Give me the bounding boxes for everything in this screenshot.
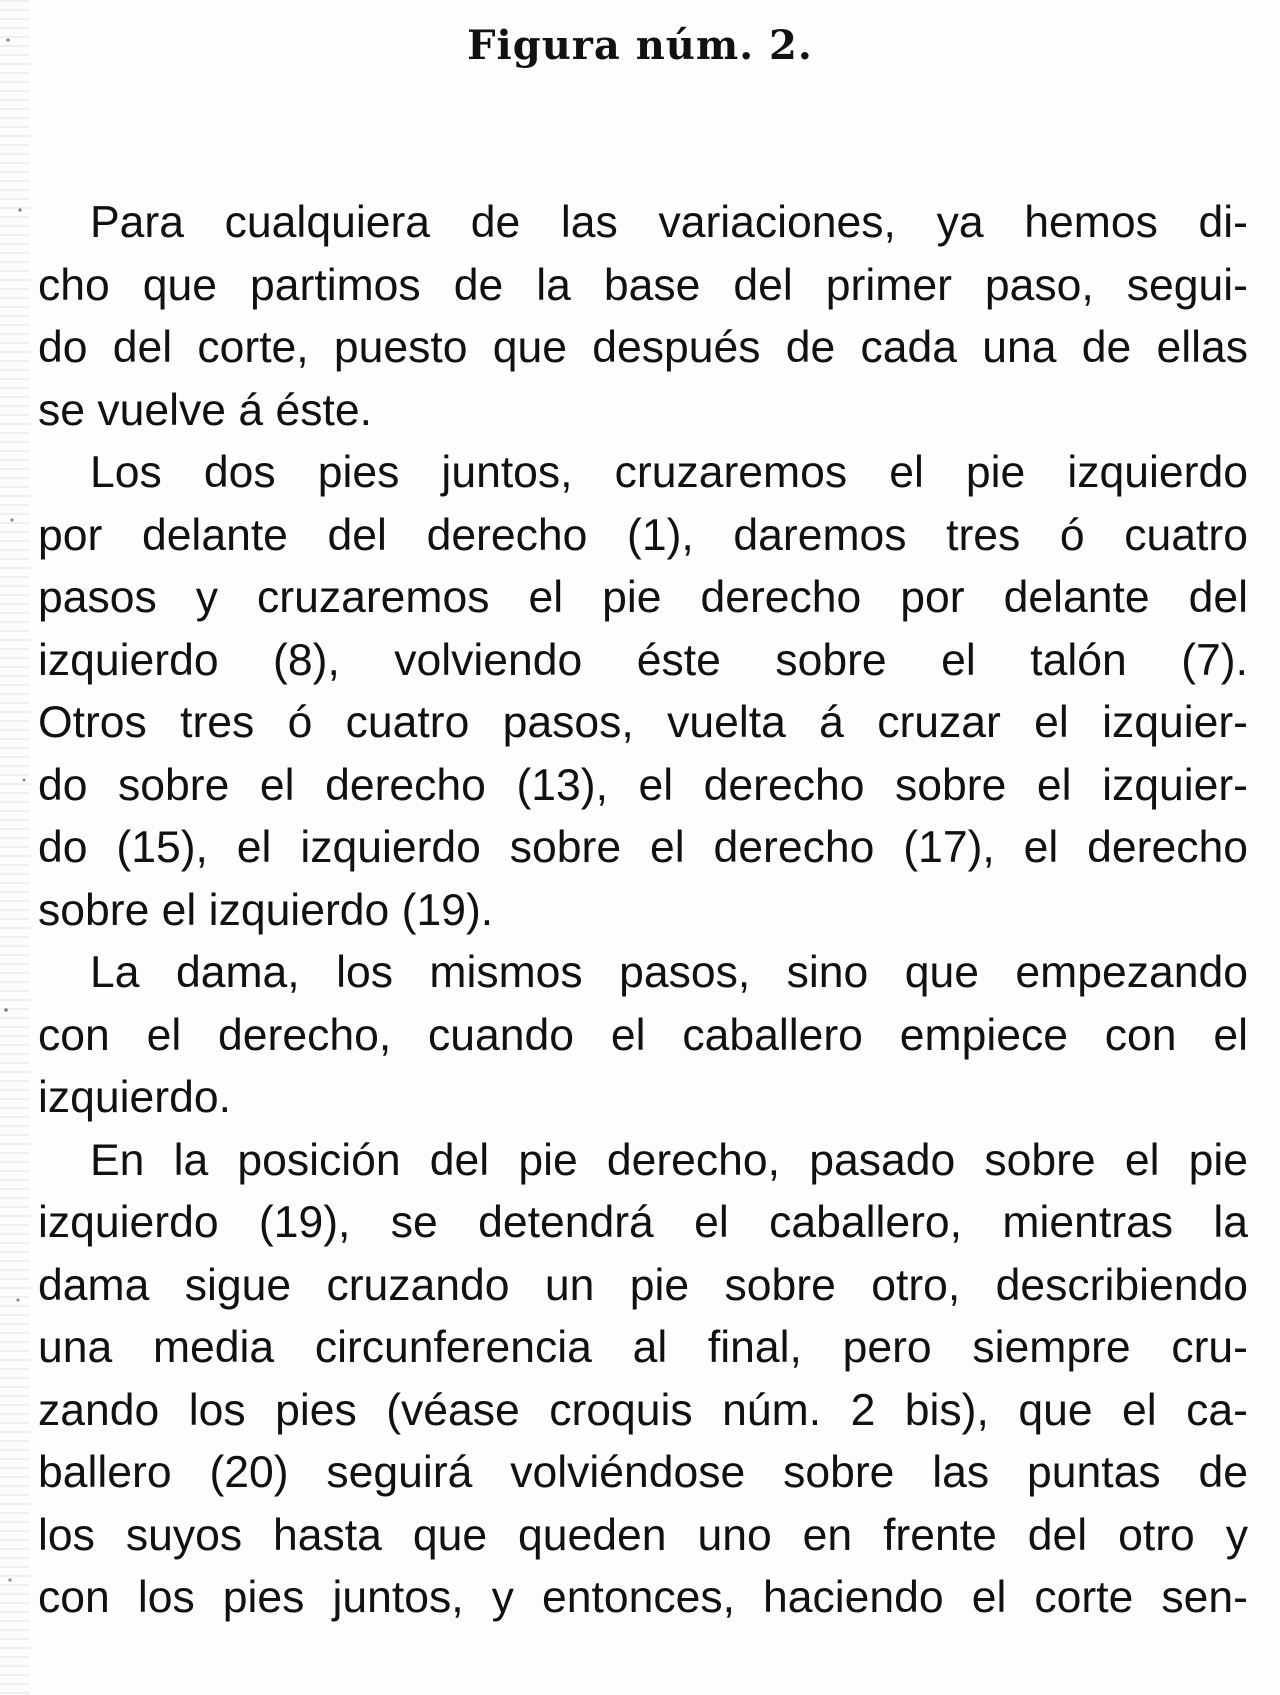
text-line: En la posición del pie derecho, pasado sobre el pie bbox=[90, 1135, 1248, 1185]
text-line: pasos y cruzaremos el pie derecho por delante del bbox=[38, 573, 1248, 622]
text-line: zando los pies (véase croquis núm. 2 bis), que el ca- bbox=[38, 1385, 1248, 1435]
text-line: La dama, los mismos pasos, sino que empezando bbox=[90, 948, 1248, 997]
text-line: ballero (20) seguirá volviéndose sobre las puntas de bbox=[38, 1448, 1248, 1497]
text-line: Para cualquiera de las variaciones, ya hemos di- bbox=[90, 198, 1248, 247]
text-line: sobre el izquierdo (19). bbox=[38, 885, 494, 935]
text-line: una media circunferencia al final, pero siempre cru- bbox=[38, 1323, 1248, 1372]
text-line: por delante del derecho (1), daremos tres ó cuatro bbox=[38, 510, 1248, 560]
body-text bbox=[38, 192, 1248, 1630]
text-line: los suyos hasta que queden uno en frente del otro y bbox=[38, 1510, 1248, 1560]
text-line: izquierdo (8), volviendo éste sobre el talón (7). bbox=[38, 635, 1248, 685]
text-line: con el derecho, cuando el caballero empiece con el bbox=[38, 1010, 1248, 1060]
text-line: Los dos pies juntos, cruzaremos el pie izquierdo bbox=[90, 448, 1248, 497]
text-line: do del corte, puesto que después de cada una de ellas bbox=[38, 323, 1248, 372]
text-line: Otros tres ó cuatro pasos, vuelta á cruzar el izquier- bbox=[38, 698, 1248, 747]
text-line: do sobre el derecho (13), el derecho sobre el izquier- bbox=[38, 760, 1248, 810]
scan-gutter-noise bbox=[0, 0, 30, 1695]
text-line: izquierdo. bbox=[38, 1073, 231, 1122]
text-line: do (15), el izquierdo sobre el derecho (17), el derecho bbox=[38, 823, 1248, 872]
text-line: con los pies juntos, y entonces, haciendo el corte sen- bbox=[38, 1573, 1248, 1622]
figure-heading: Figura núm. 2. bbox=[467, 22, 813, 69]
text-line: se vuelve á éste. bbox=[38, 385, 372, 435]
text-line: izquierdo (19), se detendrá el caballero, mientras la bbox=[38, 1198, 1248, 1247]
text-line: dama sigue cruzando un pie sobre otro, describiendo bbox=[38, 1260, 1248, 1310]
text-line: cho que partimos de la base del primer paso, segui- bbox=[38, 260, 1248, 310]
